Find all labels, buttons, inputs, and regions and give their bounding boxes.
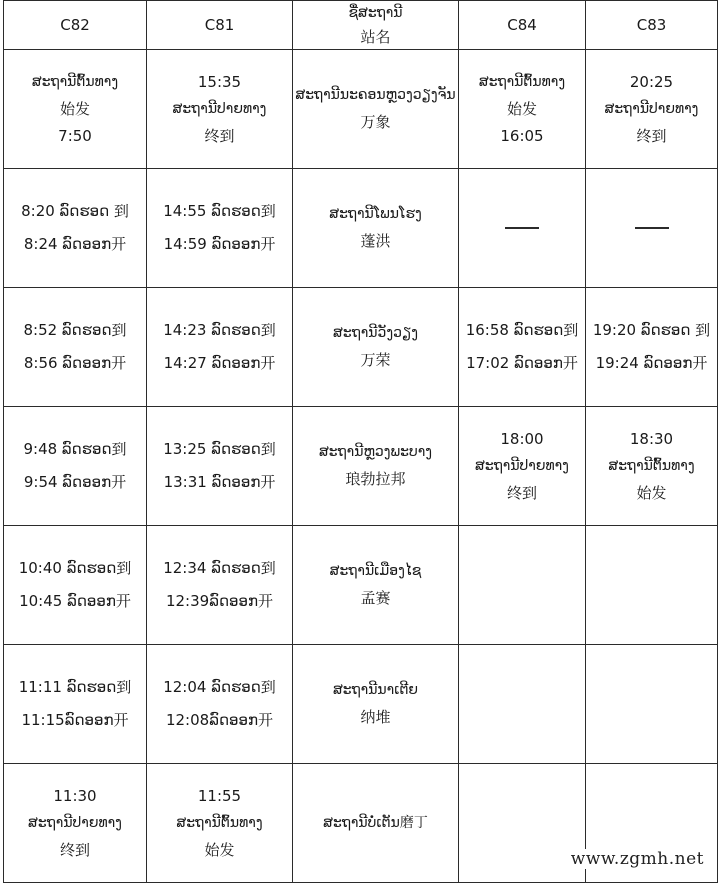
table-row [4, 288, 718, 407]
cell-line: 19:24 ລົດອອກ开 [595, 354, 708, 372]
cell-line: ສະຖານີປາຍທາງ [28, 814, 122, 831]
cell-line: ສະຖານີຫຼວງພະບາງ [318, 444, 433, 460]
cell-line: 14:23 ລົດຮອດ到 [163, 321, 276, 339]
cell-line: ສະຖານີຕົ້ນທາງ [478, 73, 566, 90]
cell-line: 15:35 [197, 72, 242, 91]
cell-line: 11:15ລົດອອກ开 [21, 711, 129, 729]
cell-line: 琅勃拉邦 [345, 470, 406, 488]
cell-station [293, 764, 459, 883]
cell-c82 [4, 764, 147, 883]
cell-line: 8:52 ລົດຮອດ到 [23, 321, 127, 339]
cell-station [293, 169, 459, 288]
cell-line: ສະຖານີນາເຕີຍ [332, 682, 419, 698]
header-station [293, 1, 459, 50]
cell-line: 14:55 ລົດຮອດ到 [163, 202, 276, 220]
header-station-lao: ຊື່ສະຖານີ [348, 5, 403, 21]
cell-line: 19:20 ລົດຮອດ 到 [592, 321, 711, 339]
cell-line: 7:50 [58, 126, 92, 145]
no-stop-dash [505, 227, 539, 229]
cell-c81 [147, 764, 293, 883]
cell-line: ສະຖານີປາຍທາງ [475, 457, 569, 474]
cell-line: 16:05 [500, 126, 544, 145]
cell-line: ສະຖານີປາຍທາງ [604, 100, 699, 117]
cell-c82 [4, 407, 147, 526]
cell-line: ສະຖານີບໍ່ເຕັນ磨丁 [323, 814, 428, 831]
cell-c81 [147, 50, 293, 169]
cell-line: 12:34 ລົດຮອດ到 [163, 559, 276, 577]
header-c82: C82 [4, 1, 147, 50]
cell-line: 8:20 ລົດຮອດ 到 [21, 202, 129, 220]
cell-line: 14:27 ລົດອອກ开 [163, 354, 276, 372]
cell-station [293, 645, 459, 764]
cell-c83 [586, 407, 718, 526]
cell-line: ສະຖານີວັງວຽງ [333, 325, 418, 341]
header-row [4, 1, 718, 50]
cell-line: 18:00 [500, 429, 544, 448]
cell-line: 11:55 [197, 786, 242, 805]
cell-line: ສະຖານີຕົ້ນທາງ [176, 814, 263, 831]
cell-station [293, 288, 459, 407]
watermark: www.zgmh.net [570, 849, 704, 869]
cell-line: 终到 [636, 126, 667, 145]
cell-line: ສະຖານີໂພນໂຮງ [329, 206, 422, 222]
cell-line: 14:59 ລົດອອກ开 [163, 235, 276, 253]
cell-line: 孟赛 [360, 589, 391, 607]
header-c83: C83 [586, 1, 718, 50]
table-row [4, 50, 718, 169]
cell-line: 18:30 [629, 429, 674, 448]
cell-line: 12:08ລົດອອກ开 [165, 711, 274, 729]
header-c81: C81 [147, 1, 293, 50]
cell-line: 20:25 [629, 72, 674, 91]
cell-line: 10:45 ລົດອອກ开 [19, 592, 131, 610]
cell-line: 9:48 ລົດຮອດ到 [23, 440, 127, 458]
cell-c83 [586, 645, 718, 764]
cell-line: 始发 [204, 840, 235, 859]
cell-line: 17:02 ລົດອອກ开 [466, 354, 578, 372]
cell-c83 [586, 169, 718, 288]
cell-line: 纳堆 [360, 708, 391, 726]
cell-line: 13:25 ລົດຮອດ到 [163, 440, 276, 458]
cell-line: ສະຖານີຕົ້ນທາງ [31, 73, 119, 90]
cell-c84 [459, 407, 586, 526]
cell-c83 [586, 288, 718, 407]
cell-line: 始发 [506, 99, 537, 118]
cell-c82 [4, 526, 147, 645]
cell-c81 [147, 526, 293, 645]
table-row [4, 407, 718, 526]
cell-line: 终到 [506, 483, 537, 502]
cell-line: 终到 [204, 126, 235, 145]
cell-line: 8:24 ລົດອອກ开 [23, 235, 127, 253]
cell-c84 [459, 288, 586, 407]
cell-c83 [586, 526, 718, 645]
cell-c82 [4, 645, 147, 764]
cell-line: 12:04 ລົດຮອດ到 [163, 678, 276, 696]
cell-c82 [4, 288, 147, 407]
cell-line: 始发 [59, 99, 90, 118]
cell-line: 蓬洪 [360, 232, 391, 250]
cell-line: 10:40 ລົດຮອດ到 [18, 559, 132, 577]
cell-c81 [147, 645, 293, 764]
cell-line: 12:39ລົດອອກ开 [165, 592, 274, 610]
table-row [4, 169, 718, 288]
cell-c84 [459, 169, 586, 288]
cell-c81 [147, 407, 293, 526]
cell-line: 13:31 ລົດອອກ开 [163, 473, 276, 491]
cell-line: 始发 [636, 483, 667, 502]
cell-line: 16:58 ລົດຮອດ到 [465, 321, 579, 339]
cell-line: 9:54 ລົດອອກ开 [23, 473, 127, 491]
cell-line: 万象 [360, 113, 391, 131]
cell-c81 [147, 288, 293, 407]
cell-line: 11:11 ລົດຮອດ到 [18, 678, 132, 696]
cell-line: ສະຖານີປາຍທາງ [172, 100, 267, 117]
no-stop-dash [635, 227, 669, 229]
cell-c82 [4, 169, 147, 288]
cell-c82 [4, 50, 147, 169]
cell-c84 [459, 50, 586, 169]
header-station-cn: 站名 [360, 28, 391, 46]
cell-c84 [459, 764, 586, 883]
cell-station [293, 50, 459, 169]
cell-line: ສະຖານີຕົ້ນທາງ [608, 457, 695, 474]
cell-c83 [586, 50, 718, 169]
cell-c81 [147, 169, 293, 288]
cell-line: ສະຖານີນະຄອນຫຼວງວຽງຈັນ [295, 87, 456, 103]
header-c84: C84 [459, 1, 586, 50]
cell-c84 [459, 645, 586, 764]
cell-c84 [459, 526, 586, 645]
cell-station [293, 407, 459, 526]
table-row [4, 526, 718, 645]
train-timetable [3, 0, 718, 883]
table-row [4, 645, 718, 764]
cell-line: 11:30 [53, 786, 97, 805]
cell-line: 万荣 [360, 351, 391, 369]
cell-station [293, 526, 459, 645]
cell-line: ສະຖານີເມືອງໄຊ [329, 563, 422, 579]
cell-line: 8:56 ລົດອອກ开 [23, 354, 127, 372]
cell-line: 终到 [59, 840, 90, 859]
